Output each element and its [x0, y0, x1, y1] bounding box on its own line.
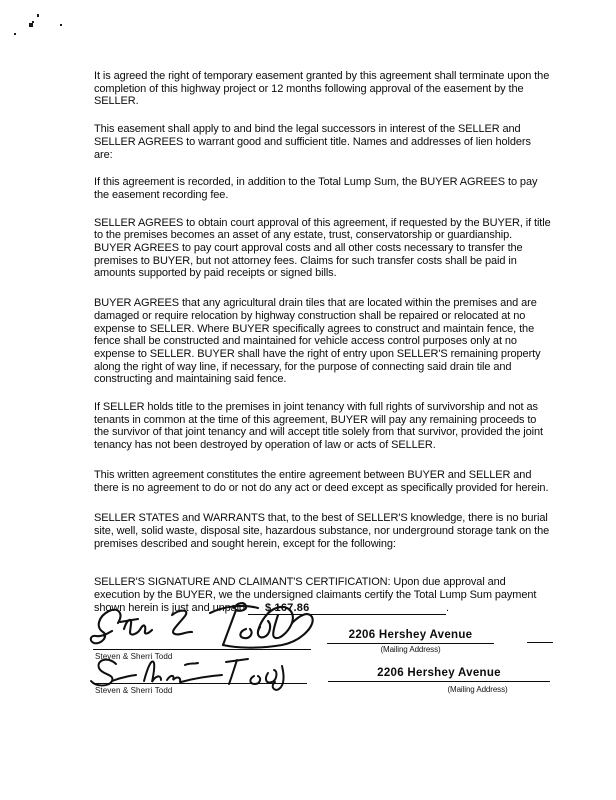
mailing-address-label: (Mailing Address) — [380, 644, 441, 654]
lump-sum-amount-field: $ 167.86 — [248, 603, 446, 615]
paragraph-court-approval: SELLER AGREES to obtain court approval of this agreement, if requested by the BUYER, if title to the premises becomes an asset of any estate, trust, conservatorship or guardianship. BUYER AGREES to pay court approval costs and all other costs necessary to transfer the premises to BUYER, but not attorney fees. Claims for such transfer costs shall be paid in amounts supported by paid receipts or signed bills. — [94, 216, 551, 280]
paragraph-termination: It is agreed the right of temporary easement granted by this agreement shall terminate upon the completion of this highway project or 12 months following approval of the easement by the SELLER. — [94, 70, 550, 108]
signature-line — [93, 649, 311, 650]
scan-artifact — [14, 33, 16, 35]
handwritten-signature-icon — [86, 599, 318, 659]
paragraph-entire-agreement: This written agreement constitutes the entire agreement between BUYER and SELLER and there is no agreement to do or not do any act or deed except as specifically provided for herein. — [94, 468, 549, 494]
address-line-dash — [527, 642, 553, 644]
paragraph-joint-tenancy: If SELLER holds title to the premises in joint tenancy with full rights of survivorship and not as tenants in common at the time of this agreement, BUYER will pay any remaining proceeds to the survivor of that joint tenancy and will accept title solely from that survivor, provided the joint tenancy has not been destroyed by operation of law or acts of SELLER. — [94, 401, 543, 452]
signature-line — [93, 683, 307, 684]
paragraph-drain-tiles: BUYER AGREES that any agricultural drain tiles that are located within the premises and are damaged or require relocation by highway construction shall be repaired or relocated at no expense to SELLER. Where BUYER specifically agrees to construct and maintain fence, the fence shall be constructed and maintained for vehicle access control purposes only at no expense to SELLER. BUYER shall have the right of entry upon SELLER'S remaining property along the right of way line, if necessary, for the purpose of connecting said drain tile and constructing and maintaining said fence. — [94, 297, 541, 386]
signer-name: Steven & Sherri Todd — [95, 652, 173, 662]
signature-section — [94, 619, 552, 715]
paragraph-warrants: SELLER STATES and WARRANTS that, to the best of SELLER'S knowledge, there is no burial site, well, solid waste, disposal site, hazardous substance, nor underground storage tank on the premises described and sought herein, except for the following: — [94, 512, 550, 550]
certification-text: SELLER'S SIGNATURE AND CLAIMANT'S CERTIFICATION: Upon due approval and execution by the BUYER, we the undersigned claimants certify the Total Lump Sum payment shown herein is just and unpaid — [94, 576, 537, 614]
scan-artifact — [60, 24, 62, 26]
mailing-address-value: 2206 Hershey Avenue — [327, 629, 494, 644]
certification-period: . — [445, 601, 449, 614]
mailing-address-label: (Mailing Address) — [447, 684, 508, 694]
scan-artifact — [37, 14, 39, 17]
scan-artifact — [32, 21, 34, 23]
mailing-address-value: 2206 Hershey Avenue — [328, 667, 550, 682]
scan-artifact — [29, 23, 33, 27]
paragraph-successors: This easement shall apply to and bind the legal successors in interest of the SELLER and SELLER AGREES to warrant good and sufficient title. Names and addresses of lien holders are: — [94, 123, 531, 161]
document-body — [94, 70, 552, 715]
signer-name: Steven & Sherri Todd — [95, 686, 173, 696]
paragraph-recording-fee: If this agreement is recorded, in addition to the Total Lump Sum, the BUYER AGREES to pay the easement recording fee. — [94, 176, 538, 201]
